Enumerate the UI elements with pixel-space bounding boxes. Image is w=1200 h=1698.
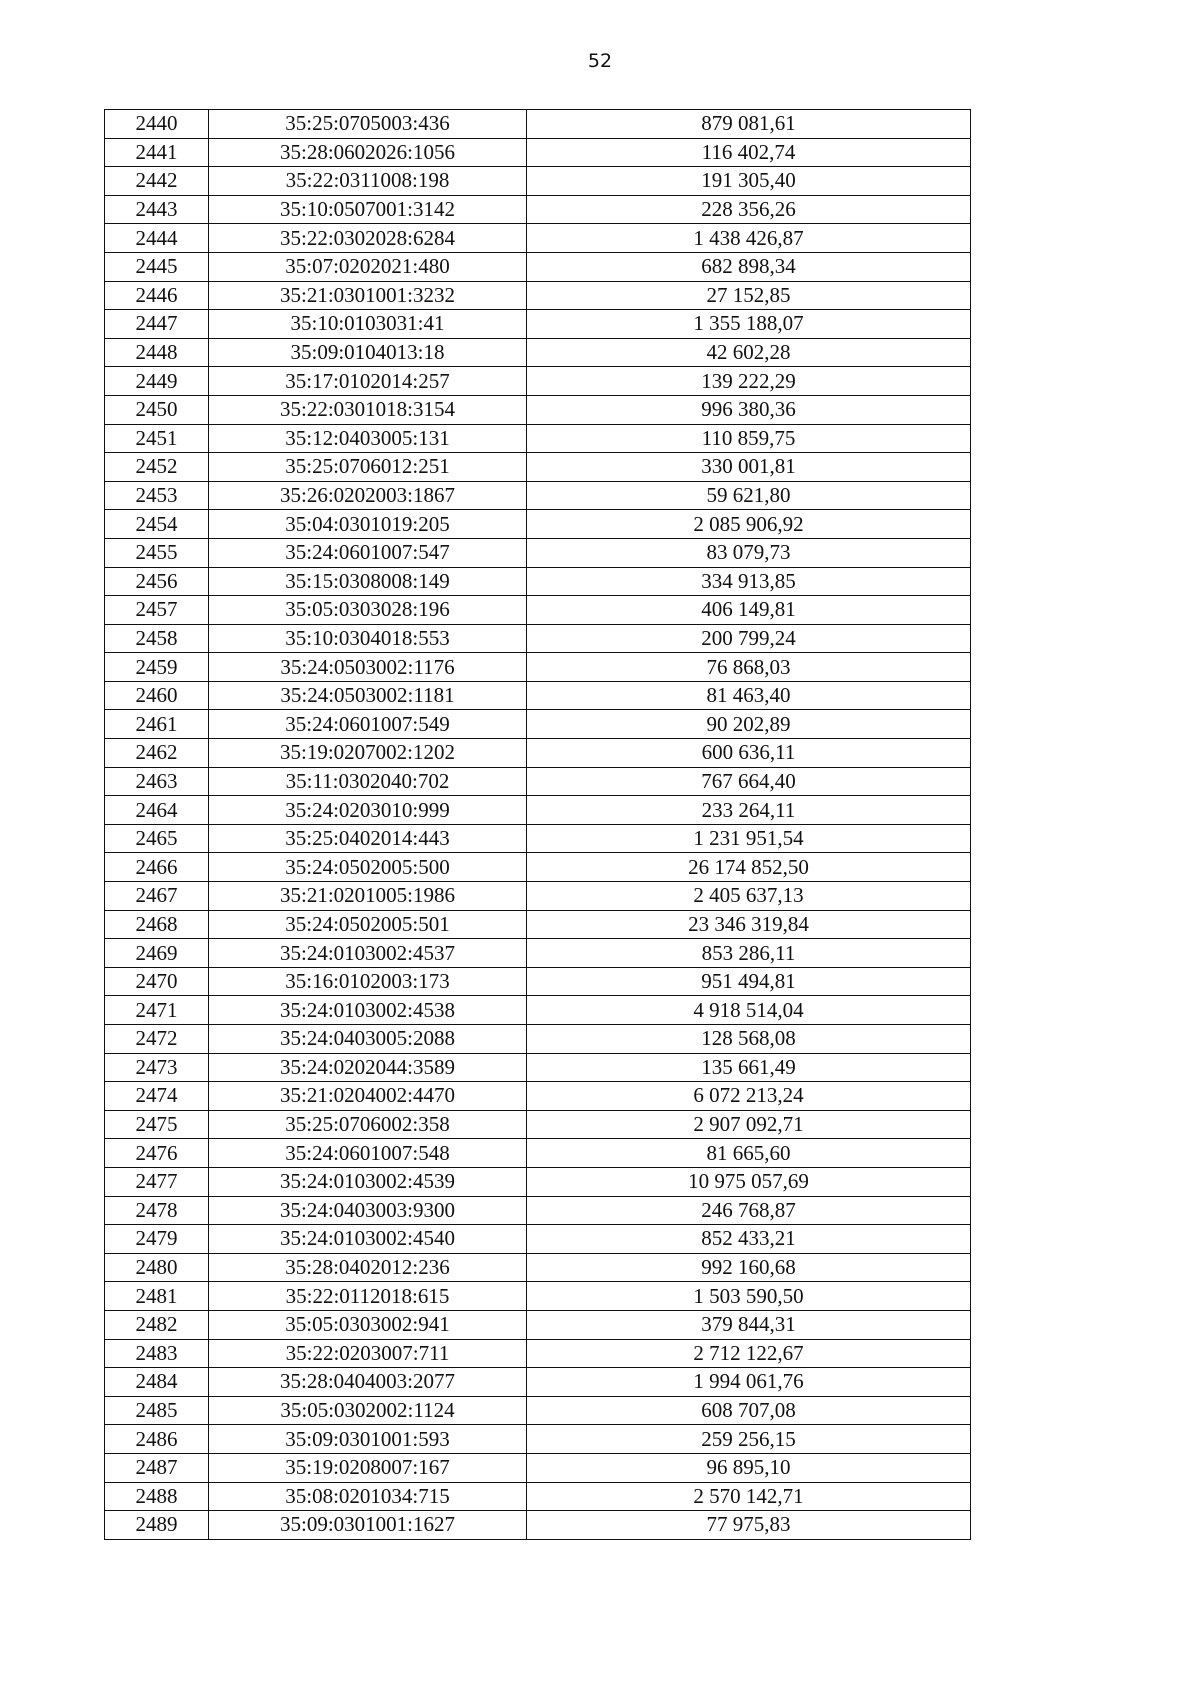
cadastral-number-cell: 35:10:0304018:553 — [209, 624, 527, 653]
cadastral-number-cell: 35:28:0404003:2077 — [209, 1368, 527, 1397]
cadastral-value-cell: 767 664,40 — [527, 767, 971, 796]
cadastral-value-cell: 853 286,11 — [527, 939, 971, 968]
table-row — [105, 1425, 971, 1454]
cadastral-value-cell: 406 149,81 — [527, 596, 971, 625]
table-row — [105, 710, 971, 739]
cadastral-number-cell: 35:09:0301001:593 — [209, 1425, 527, 1454]
row-number-cell: 2473 — [105, 1053, 209, 1082]
table-row — [105, 1310, 971, 1339]
cadastral-value-cell: 2 712 122,67 — [527, 1339, 971, 1368]
table-row — [105, 767, 971, 796]
cadastral-value-cell: 852 433,21 — [527, 1225, 971, 1254]
cadastral-value-cell: 83 079,73 — [527, 538, 971, 567]
row-number-cell: 2454 — [105, 510, 209, 539]
row-number-cell: 2463 — [105, 767, 209, 796]
cadastral-number-cell: 35:12:0403005:131 — [209, 424, 527, 453]
table-row — [105, 138, 971, 167]
cadastral-number-cell: 35:28:0602026:1056 — [209, 138, 527, 167]
row-number-cell: 2487 — [105, 1453, 209, 1482]
row-number-cell: 2450 — [105, 395, 209, 424]
cadastral-number-cell: 35:24:0503002:1181 — [209, 681, 527, 710]
cadastral-number-cell: 35:19:0208007:167 — [209, 1453, 527, 1482]
table-row — [105, 1167, 971, 1196]
table-row — [105, 624, 971, 653]
table-row — [105, 1282, 971, 1311]
table-row — [105, 1139, 971, 1168]
cadastral-value-cell: 246 768,87 — [527, 1196, 971, 1225]
row-number-cell: 2458 — [105, 624, 209, 653]
cadastral-number-cell: 35:21:0204002:4470 — [209, 1082, 527, 1111]
table-row — [105, 1025, 971, 1054]
table-row — [105, 281, 971, 310]
table-row — [105, 824, 971, 853]
cadastral-value-cell: 233 264,11 — [527, 796, 971, 825]
cadastral-value-cell: 90 202,89 — [527, 710, 971, 739]
cadastral-number-cell: 35:22:0311008:198 — [209, 167, 527, 196]
row-number-cell: 2457 — [105, 596, 209, 625]
table-row — [105, 1053, 971, 1082]
row-number-cell: 2449 — [105, 367, 209, 396]
row-number-cell: 2445 — [105, 252, 209, 281]
table-row — [105, 1396, 971, 1425]
table-row — [105, 596, 971, 625]
cadastral-value-cell: 23 346 319,84 — [527, 910, 971, 939]
table-row — [105, 310, 971, 339]
row-number-cell: 2453 — [105, 481, 209, 510]
cadastral-number-cell: 35:10:0507001:3142 — [209, 195, 527, 224]
cadastral-number-cell: 35:26:0202003:1867 — [209, 481, 527, 510]
cadastral-number-cell: 35:10:0103031:41 — [209, 310, 527, 339]
cadastral-value-cell: 4 918 514,04 — [527, 996, 971, 1025]
table-row — [105, 481, 971, 510]
table-row — [105, 882, 971, 911]
cadastral-number-cell: 35:24:0203010:999 — [209, 796, 527, 825]
cadastral-number-cell: 35:05:0302002:1124 — [209, 1396, 527, 1425]
row-number-cell: 2460 — [105, 681, 209, 710]
cadastral-value-cell: 608 707,08 — [527, 1396, 971, 1425]
cadastral-value-cell: 1 994 061,76 — [527, 1368, 971, 1397]
table-row — [105, 453, 971, 482]
cadastral-number-cell: 35:24:0502005:500 — [209, 853, 527, 882]
row-number-cell: 2464 — [105, 796, 209, 825]
cadastral-number-cell: 35:28:0402012:236 — [209, 1253, 527, 1282]
table-row — [105, 796, 971, 825]
cadastral-number-cell: 35:24:0503002:1176 — [209, 653, 527, 682]
cadastral-number-cell: 35:24:0403003:9300 — [209, 1196, 527, 1225]
cadastral-number-cell: 35:22:0302028:6284 — [209, 224, 527, 253]
cadastral-value-cell: 110 859,75 — [527, 424, 971, 453]
table-row — [105, 338, 971, 367]
cadastral-number-cell: 35:22:0203007:711 — [209, 1339, 527, 1368]
cadastral-number-cell: 35:25:0705003:436 — [209, 110, 527, 139]
cadastral-number-cell: 35:24:0601007:548 — [209, 1139, 527, 1168]
table-row — [105, 996, 971, 1025]
table-row — [105, 939, 971, 968]
cadastral-value-cell: 379 844,31 — [527, 1310, 971, 1339]
row-number-cell: 2477 — [105, 1167, 209, 1196]
cadastral-value-cell: 992 160,68 — [527, 1253, 971, 1282]
row-number-cell: 2447 — [105, 310, 209, 339]
table-row — [105, 1196, 971, 1225]
cadastral-number-cell: 35:19:0207002:1202 — [209, 739, 527, 768]
cadastral-number-cell: 35:25:0402014:443 — [209, 824, 527, 853]
row-number-cell: 2443 — [105, 195, 209, 224]
cadastral-value-cell: 128 568,08 — [527, 1025, 971, 1054]
table-row — [105, 910, 971, 939]
cadastral-value-cell: 1 438 426,87 — [527, 224, 971, 253]
cadastral-value-cell: 27 152,85 — [527, 281, 971, 310]
row-number-cell: 2476 — [105, 1139, 209, 1168]
row-number-cell: 2470 — [105, 967, 209, 996]
cadastral-number-cell: 35:21:0201005:1986 — [209, 882, 527, 911]
table-row — [105, 1511, 971, 1540]
row-number-cell: 2471 — [105, 996, 209, 1025]
table-row — [105, 224, 971, 253]
cadastral-number-cell: 35:24:0601007:547 — [209, 538, 527, 567]
cadastral-value-cell: 682 898,34 — [527, 252, 971, 281]
row-number-cell: 2451 — [105, 424, 209, 453]
cadastral-value-cell: 81 463,40 — [527, 681, 971, 710]
row-number-cell: 2475 — [105, 1110, 209, 1139]
cadastral-value-cell: 77 975,83 — [527, 1511, 971, 1540]
row-number-cell: 2441 — [105, 138, 209, 167]
cadastral-number-cell: 35:17:0102014:257 — [209, 367, 527, 396]
table-row — [105, 367, 971, 396]
row-number-cell: 2474 — [105, 1082, 209, 1111]
table-row — [105, 681, 971, 710]
table-body — [105, 110, 971, 1540]
cadastral-number-cell: 35:09:0104013:18 — [209, 338, 527, 367]
table-row — [105, 195, 971, 224]
cadastral-value-cell: 26 174 852,50 — [527, 853, 971, 882]
row-number-cell: 2440 — [105, 110, 209, 139]
row-number-cell: 2481 — [105, 1282, 209, 1311]
row-number-cell: 2455 — [105, 538, 209, 567]
cadastral-value-cell: 96 895,10 — [527, 1453, 971, 1482]
row-number-cell: 2489 — [105, 1511, 209, 1540]
cadastral-number-cell: 35:05:0303028:196 — [209, 596, 527, 625]
table-row — [105, 967, 971, 996]
cadastral-number-cell: 35:15:0308008:149 — [209, 567, 527, 596]
table-row — [105, 252, 971, 281]
row-number-cell: 2478 — [105, 1196, 209, 1225]
table-row — [105, 853, 971, 882]
row-number-cell: 2469 — [105, 939, 209, 968]
table-row — [105, 510, 971, 539]
table-row — [105, 1253, 971, 1282]
cadastral-number-cell: 35:24:0202044:3589 — [209, 1053, 527, 1082]
cadastral-value-cell: 2 085 906,92 — [527, 510, 971, 539]
row-number-cell: 2462 — [105, 739, 209, 768]
table-row — [105, 167, 971, 196]
row-number-cell: 2452 — [105, 453, 209, 482]
row-number-cell: 2459 — [105, 653, 209, 682]
cadastral-number-cell: 35:24:0403005:2088 — [209, 1025, 527, 1054]
row-number-cell: 2479 — [105, 1225, 209, 1254]
table-row — [105, 1225, 971, 1254]
table-row — [105, 1082, 971, 1111]
cadastral-number-cell: 35:09:0301001:1627 — [209, 1511, 527, 1540]
cadastral-value-cell: 191 305,40 — [527, 167, 971, 196]
table-row — [105, 110, 971, 139]
cadastral-number-cell: 35:24:0103002:4537 — [209, 939, 527, 968]
row-number-cell: 2444 — [105, 224, 209, 253]
cadastral-value-cell: 996 380,36 — [527, 395, 971, 424]
table-row — [105, 1453, 971, 1482]
cadastral-value-cell: 81 665,60 — [527, 1139, 971, 1168]
cadastral-value-cell: 1 231 951,54 — [527, 824, 971, 853]
cadastral-value-cell: 600 636,11 — [527, 739, 971, 768]
cadastral-value-cell: 879 081,61 — [527, 110, 971, 139]
cadastral-value-cell: 1 503 590,50 — [527, 1282, 971, 1311]
row-number-cell: 2442 — [105, 167, 209, 196]
row-number-cell: 2467 — [105, 882, 209, 911]
row-number-cell: 2483 — [105, 1339, 209, 1368]
cadastral-value-cell: 10 975 057,69 — [527, 1167, 971, 1196]
cadastral-number-cell: 35:22:0112018:615 — [209, 1282, 527, 1311]
cadastral-number-cell: 35:08:0201034:715 — [209, 1482, 527, 1511]
row-number-cell: 2468 — [105, 910, 209, 939]
cadastral-number-cell: 35:16:0102003:173 — [209, 967, 527, 996]
row-number-cell: 2456 — [105, 567, 209, 596]
table-row — [105, 653, 971, 682]
cadastral-value-cell: 42 602,28 — [527, 338, 971, 367]
cadastral-number-cell: 35:25:0706002:358 — [209, 1110, 527, 1139]
cadastral-number-cell: 35:24:0103002:4539 — [209, 1167, 527, 1196]
cadastral-value-cell: 2 405 637,13 — [527, 882, 971, 911]
table-row — [105, 1482, 971, 1511]
row-number-cell: 2488 — [105, 1482, 209, 1511]
table-row — [105, 424, 971, 453]
cadastral-value-cell: 6 072 213,24 — [527, 1082, 971, 1111]
table-row — [105, 1339, 971, 1368]
cadastral-value-table — [104, 109, 971, 1540]
cadastral-number-cell: 35:24:0601007:549 — [209, 710, 527, 739]
cadastral-value-cell: 1 355 188,07 — [527, 310, 971, 339]
row-number-cell: 2448 — [105, 338, 209, 367]
cadastral-value-cell: 2 907 092,71 — [527, 1110, 971, 1139]
table-row — [105, 567, 971, 596]
table-row — [105, 395, 971, 424]
cadastral-number-cell: 35:24:0502005:501 — [209, 910, 527, 939]
cadastral-number-cell: 35:11:0302040:702 — [209, 767, 527, 796]
cadastral-value-cell: 951 494,81 — [527, 967, 971, 996]
table-row — [105, 1110, 971, 1139]
row-number-cell: 2486 — [105, 1425, 209, 1454]
table-row — [105, 1368, 971, 1397]
cadastral-number-cell: 35:24:0103002:4540 — [209, 1225, 527, 1254]
cadastral-number-cell: 35:22:0301018:3154 — [209, 395, 527, 424]
row-number-cell: 2480 — [105, 1253, 209, 1282]
table-row — [105, 538, 971, 567]
cadastral-value-cell: 330 001,81 — [527, 453, 971, 482]
cadastral-value-cell: 334 913,85 — [527, 567, 971, 596]
table-row — [105, 739, 971, 768]
cadastral-value-cell: 116 402,74 — [527, 138, 971, 167]
row-number-cell: 2465 — [105, 824, 209, 853]
page-number: 52 — [587, 50, 613, 72]
cadastral-value-cell: 139 222,29 — [527, 367, 971, 396]
cadastral-value-cell: 2 570 142,71 — [527, 1482, 971, 1511]
row-number-cell: 2446 — [105, 281, 209, 310]
row-number-cell: 2482 — [105, 1310, 209, 1339]
row-number-cell: 2484 — [105, 1368, 209, 1397]
cadastral-value-cell: 200 799,24 — [527, 624, 971, 653]
row-number-cell: 2466 — [105, 853, 209, 882]
cadastral-number-cell: 35:07:0202021:480 — [209, 252, 527, 281]
row-number-cell: 2461 — [105, 710, 209, 739]
cadastral-value-cell: 228 356,26 — [527, 195, 971, 224]
cadastral-value-cell: 259 256,15 — [527, 1425, 971, 1454]
cadastral-number-cell: 35:25:0706012:251 — [209, 453, 527, 482]
cadastral-number-cell: 35:21:0301001:3232 — [209, 281, 527, 310]
row-number-cell: 2472 — [105, 1025, 209, 1054]
cadastral-number-cell: 35:05:0303002:941 — [209, 1310, 527, 1339]
cadastral-number-cell: 35:24:0103002:4538 — [209, 996, 527, 1025]
cadastral-number-cell: 35:04:0301019:205 — [209, 510, 527, 539]
cadastral-value-cell: 76 868,03 — [527, 653, 971, 682]
cadastral-value-cell: 59 621,80 — [527, 481, 971, 510]
cadastral-value-cell: 135 661,49 — [527, 1053, 971, 1082]
row-number-cell: 2485 — [105, 1396, 209, 1425]
